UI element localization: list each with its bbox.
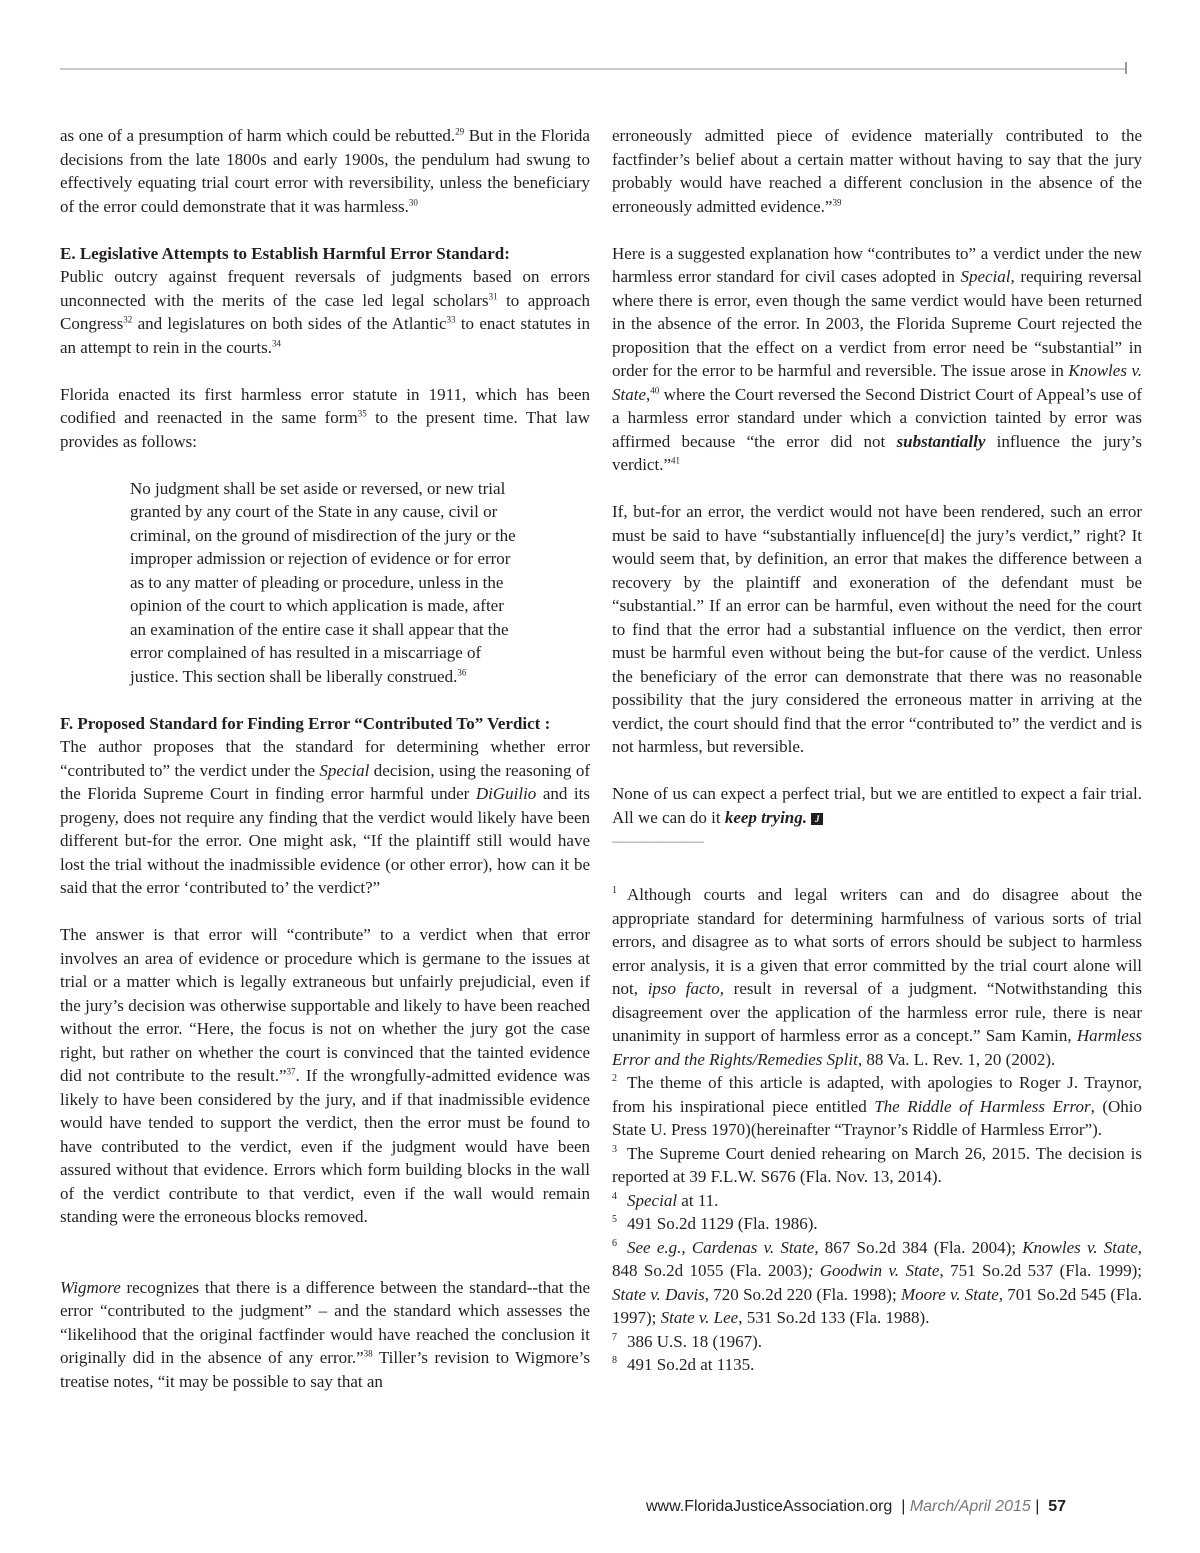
footnote-ref[interactable]: 29	[455, 126, 465, 137]
footnote-ref[interactable]: 31	[488, 290, 498, 301]
paragraph: as one of a presumption of harm which could be rebutted.$^{29}$ But in the Florida decisions from the late 1800s and early 1900s, the pendulum had swung to effectively equating trial court error with reversibility, unless the beneficiary of the error could demonstrate that it was harmless.$^{30}$	[60, 126, 590, 216]
footnotes	[612, 883, 1142, 1377]
right-column	[612, 124, 1142, 1377]
footnote-text: The theme of this article is adapted, with apologies to Roger J. Traynor, from his inspirational piece entitled	[612, 1073, 1142, 1116]
footer-issue: March/April 2015	[909, 1498, 1031, 1515]
footnote-number: 8	[612, 1355, 617, 1367]
page-footer	[646, 1498, 1146, 1516]
top-rule	[60, 68, 1126, 70]
section-heading-f: F. Proposed Standard for Finding Error “Contributed To” Verdict :	[60, 713, 551, 733]
footnote-ref[interactable]: 35	[357, 408, 367, 419]
footnote-item	[612, 1212, 1142, 1236]
footnote-number: 5	[612, 1214, 617, 1226]
footnote-text: Moore v. State	[900, 1284, 999, 1304]
footnote-number: 4	[612, 1190, 617, 1202]
footnote-text: , 531 So.2d 133 (Fla. 1988).	[738, 1308, 930, 1327]
footnote-ref[interactable]: 39	[832, 196, 842, 207]
footer-separator: |	[1035, 1498, 1040, 1515]
footnote-ref[interactable]: 33	[446, 314, 456, 325]
footnote-item	[612, 1071, 1142, 1142]
footnote-text: , 701 So.2d 545 (Fla. 1997);	[612, 1284, 1143, 1327]
footnote-ref[interactable]: 34	[271, 337, 281, 348]
footnote-item	[612, 1236, 1142, 1330]
footnote-number: 1	[612, 885, 617, 897]
footnote-ref[interactable]: 38	[363, 1348, 373, 1359]
left-column	[60, 124, 590, 1393]
footnote-text: , (Ohio State U. Press 1970)(hereinafter “Traynor’s Riddle of Harmless Error”).	[612, 1096, 1142, 1139]
footnote-text: ; Goodwin v. State	[807, 1261, 940, 1280]
footnote-text: result in reversal of a judgment. “Notwithstanding this disagreement over the application of the harmless error rule, there is near unanimity in support of harmless error as a concept.” Sam Kamin,	[612, 979, 1142, 1045]
footnote-item	[612, 1142, 1142, 1189]
footnote-number: 3	[612, 1143, 617, 1155]
page-number: 57	[1048, 1498, 1067, 1515]
footnote-text: Knowles v. State	[1022, 1237, 1138, 1257]
footnote-ref[interactable]: 37	[286, 1066, 296, 1077]
footnote-ref[interactable]: 30	[408, 196, 418, 207]
footnote-text: , 751 So.2d 537 (Fla. 1999);	[939, 1261, 1143, 1280]
top-rule-tick	[1125, 62, 1127, 74]
footnote-item	[612, 1353, 1142, 1377]
footnote-text: 386 U.S. 18 (1967).	[627, 1331, 763, 1351]
footnote-item	[612, 1330, 1142, 1354]
footnote-number: 2	[612, 1073, 617, 1085]
footnote-text: Special	[627, 1190, 678, 1210]
section-heading-e: E. Legislative Attempts to Establish Harmful Error Standard:	[60, 243, 510, 263]
footnote-text: at 11.	[677, 1190, 719, 1210]
footnote-text: See e.g., Cardenas v. State,	[627, 1237, 819, 1257]
footnote-ref[interactable]: 32	[123, 314, 133, 325]
end-of-article-icon: J	[811, 813, 823, 825]
footnote-text: Harmless Error and the Rights/Remedies Split	[612, 1026, 1142, 1069]
footnote-text: State v. Davis	[612, 1284, 705, 1304]
footnote-ref[interactable]: 41	[671, 455, 680, 466]
footnote-text: State v. Lee	[660, 1308, 739, 1327]
paragraph: Wigmore recognizes that there is a difference between the standard--that the error “contributed to the judgment” – and the standard which assesses the “likelihood that the original factfinder would have reached the conclusion it originally did in the absence of any error.”$^{38}$ Tiller’s revision to Wigmore’s treatise notes, “it may be possible to say that an	[60, 1277, 590, 1391]
paragraph: The answer is that error will “contribute” to a verdict when that error involves an area of evidence or procedure which is germane to the issues at trial or a matter which is legally extraneous but unfairly prejudicial, even if the jury’s decision was otherwise supportable and likely to have been reached without the error. “Here, the focus is not on whether the jury got the case right, but rather on whether the court is convinced that the tainted evidence did not contribute to the result.”$^{37}$. If the wrongfully-admitted evidence was likely to have been considered by the jury, and if that inadmissible evidence would have tended to support the verdict, then the error must be found to have contributed to the verdict, even if the judgment would have been assured without that evidence. Errors which form building blocks in the wall of the verdict contribute to that verdict, even if the wall would remain standing were the erroneous blocks removed.	[60, 925, 590, 1226]
paragraph: The author proposes that the standard for determining whether error “contributed to” the verdict under the Special decision, using the reasoning of the Florida Supreme Court in finding error harmful under DiGuilio and its progeny, does not require any finding that the verdict would likely have been different but-for the error. One might ask, “If the plaintiff still would have lost the trial without the inadmissible evidence (or other error), how can it be said that the error ‘contributed to’ the verdict?”	[60, 737, 590, 897]
footnote-text: , 720 So.2d 220 (Fla. 1998);	[704, 1284, 901, 1304]
paragraph: Public outcry against frequent reversals of judgments based on errors unconnected with the merits of the case led legal scholars$^{31}$ to approach Congress$^{32}$ and legislatures on both sides of the Atlantic$^{33}$ to enact statutes in an attempt to rein in the courts.$^{34}$	[60, 267, 590, 357]
statute-block-quote: No judgment shall be set aside or reversed, or new trial granted by any court of the State in any cause, civil or criminal, on the ground of misdirection of the jury or the improper admission or rejection of evidence or for error as to any matter of pleading or procedure, unless in the opinion of the court to which application is made, after an examination of the entire case it shall appear that the error complained of has resulted in a miscarriage of justice. This section shall be liberally construed.$^{36}$	[130, 478, 516, 686]
footnote-text: ipso facto,	[647, 979, 724, 998]
footnote-item	[612, 883, 1142, 1071]
footnote-item	[612, 1189, 1142, 1213]
footnote-text: The Supreme Court denied rehearing on March 26, 2015. The decision is reported at 39 F.L.W. S676 (Fla. Nov. 13, 2014).	[612, 1143, 1142, 1186]
footnote-number: 6	[612, 1237, 617, 1249]
footnote-separator: ________________	[612, 829, 703, 843]
footnote-text: Although courts and legal writers can and do disagree about the appropriate standard for determining harmfulness of various sorts of trial errors, and disagree as to what sorts of errors should be subject to harmless error analysis, it is a given that error committed by the trial court alone will not,	[612, 885, 1142, 998]
paragraph: None of us can expect a perfect trial, but we are entitled to expect a fair trial. All we can do it keep trying. J	[612, 784, 1142, 827]
footnote-ref[interactable]: 36	[457, 666, 467, 677]
footnote-text: , 848 So.2d 1055 (Fla. 2003)	[612, 1237, 1142, 1280]
paragraph: Here is a suggested explanation how “contributes to” a verdict under the new harmless error standard for civil cases adopted in Special, requiring reversal where there is error, even though the same verdict would have been returned in the absence of the error. In 2003, the Florida Supreme Court rejected the proposition that the effect on a verdict from error need be “substantial” in order for the error to be harmful and reversible. The issue arose in Knowles v. State,$^{40}$ where the Court reversed the Second District Court of Appeal’s use of a harmless error standard under which a conviction tainted by error was affirmed because “the error did not substantially influence the jury’s verdict.”$^{41}$	[612, 243, 1142, 474]
footnote-ref[interactable]: 40	[650, 384, 660, 395]
footer-website-link[interactable]: www.FloridaJusticeAssociation.org	[646, 1498, 893, 1515]
footnote-text: 867 So.2d 384 (Fla. 2004);	[818, 1237, 1023, 1257]
footnote-text: 491 So.2d 1129 (Fla. 1986).	[627, 1214, 818, 1233]
footnote-text: 491 So.2d at 1135.	[627, 1355, 755, 1374]
paragraph: erroneously admitted piece of evidence materially contributed to the factfinder’s belief about a certain matter without having to say that the jury probably would have reached a different conclusion in the absence of the erroneously admitted evidence.”$^{39}$	[612, 126, 1142, 216]
footnote-text: , 88 Va. L. Rev. 1, 20 (2002).	[857, 1049, 1056, 1069]
footer-separator: |	[901, 1498, 906, 1515]
paragraph: Florida enacted its first harmless error statute in 1911, which has been codified and reenacted in the same form$^{35}$ to the present time. That law provides as follows:	[60, 384, 590, 451]
footnote-number: 7	[612, 1331, 617, 1343]
paragraph: If, but-for an error, the verdict would not have been rendered, such an error must be said to have “substantially influence[d] the jury’s verdict,” right? It would seem that, by definition, an error that makes the difference between a recovery by the plaintiff and exoneration of the defendant must be “substantial.” If an error can be harmful, even without the need for the court to find that the error had a substantial influence on the verdict, then error must be harmful even without being the but-for cause of the verdict. Unless the beneficiary of the error can demonstrate that there was no reasonable possibility that the jury considered the erroneous matter in arriving at the verdict, the court should find that the error “contributed to” the verdict and is not harmless, but reversible.	[612, 502, 1142, 756]
footnote-text: The Riddle of Harmless Error	[874, 1096, 1091, 1116]
